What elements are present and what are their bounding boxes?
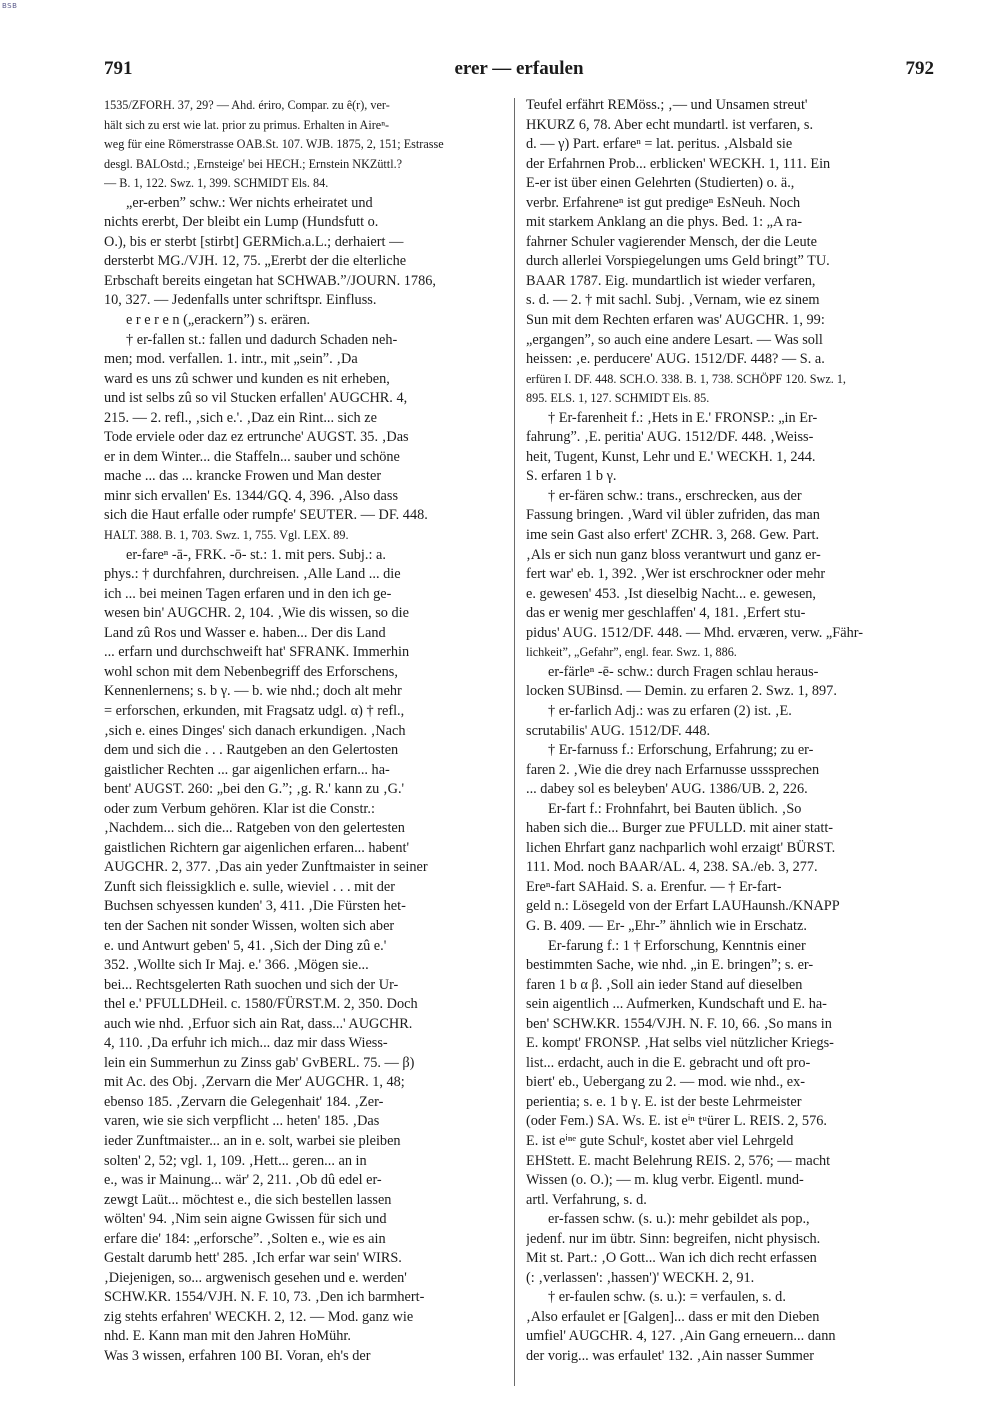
text-line: bestimmten Sache, wie nhd. „in E. bringenˮ; s. er-: [526, 957, 814, 974]
text-line: e. gewesen' 453. ‚Ist dieselbig Nacht... e. gewesen,: [526, 585, 817, 602]
text-line: zig stehts erfahren' WECKH. 2, 12. — Mod. ganz wie: [104, 1308, 414, 1325]
text-line: Er-fart f.: Frohnfahrt, bei Bauten üblich. ‚So: [548, 800, 802, 817]
text-line: 4, 110. ‚Da erfuhr ich mich... daz mir dass Wiess-: [104, 1035, 388, 1052]
text-line: men; mod. verfallen. 1. intr., mit „seinˮ. ‚Da: [104, 351, 358, 368]
text-line: Er-farung f.: 1 † Erforschung, Kenntnis einer: [548, 937, 806, 954]
text-line: er-fassen schw. (s. u.): mehr gebildet als pop.,: [548, 1211, 810, 1228]
text-line: verbr. Erfahreneⁿ ist gut predigeⁿ EsNeuh. Noch: [526, 194, 801, 211]
text-line: weg für eine Römerstrasse OAB.St. 107. WJB. 1875, 2, 151; Estrasse: [104, 137, 444, 152]
text-line: 111. Mod. noch BAAR/AL. 4, 238. SA./eb. 3, 277.: [526, 859, 818, 876]
text-line: ‚Nachdem... sich die... Ratgeben von den gelertesten: [104, 820, 405, 837]
text-line: jedenf. nur im übtr. Sinn: begreifen, nicht physisch.: [526, 1230, 821, 1247]
text-line: nichts ererbt, Der bleibt ein Lump (Hundsfutt o.: [104, 214, 379, 231]
text-line: gaistlichen Richtern gar aigenlichen erfaren... habent': [104, 839, 410, 856]
text-line: desgl. BALOstd.; ‚Ernsteige' bei HECH.; Ernstein NKZüttl.?: [104, 156, 403, 171]
text-line: Was 3 wissen, erfahren 100 BI. Voran, eh's der: [104, 1348, 371, 1364]
text-line: thel e.' PFULLDHeil. c. 1580/FÜRST.M. 2, 350. Doch: [104, 996, 418, 1013]
text-line: sein aigentlich ... Aufmerken, Kundschaft und E. ha-: [526, 996, 827, 1013]
text-line: hält sich zu erst wie lat. prior zu primus. Erhalten in Aireⁿ-: [104, 117, 390, 132]
text-line: minr sich ervallen' Es. 1344/GQ. 4, 396. ‚Also dass: [104, 487, 399, 504]
text-line: Buchsen schyessen kunden' 3, 411. ‚Die Fürsten het-: [104, 898, 406, 915]
text-line: Kennenlernens; s. b γ. — b. wie nhd.; doch alt mehr: [104, 683, 402, 700]
text-line: ebenso 185. ‚Zervarn die Gelegenhait' 184. ‚Zer-: [104, 1093, 384, 1110]
text-line: HALT. 388. B. 1, 703. Swz. 1, 755. Vgl. LEX. 89.: [104, 528, 349, 543]
text-line: ‚Diejenigen, so... argwenisch gesehen und e. werden': [104, 1269, 407, 1286]
text-line: oder zum Verbum gehören. Klar ist die Constr.:: [104, 800, 375, 817]
text-line: ich ... bei meinen Tagen erfaren und in den ich ge-: [104, 585, 392, 602]
text-line: heissen: ‚e. perducere' AUG. 1512/DF. 448? — S. a.: [526, 351, 825, 368]
text-line: durch allerlei Vorspiegelungen ums Geld bringtˮ TU.: [526, 253, 830, 270]
text-line: S. erfaren 1 b γ.: [526, 468, 617, 485]
text-line: (oder Fem.) SA. Ws. E. ist eⁱⁿ tᵘürer L. REIS. 2, 576.: [526, 1113, 827, 1130]
text-line: ‚Also erfaulet er [Galgen]... dass er mit den Dieben: [526, 1308, 820, 1325]
text-line: e. und Antwurt geben' 5, 41. ‚Sich der Ding zû e.': [104, 937, 387, 954]
text-line: lichen Ehrfart ganz nachparlich wohl erzaigt' BÜRST.: [526, 839, 836, 856]
text-line: † er-faulen schw. (s. u.): = verfaulen, s. d.: [548, 1289, 786, 1306]
text-line: HKURZ 6, 78. Aber echt mundartl. ist verfaren, s.: [526, 116, 814, 133]
text-line: bei... Rechtsgelerten Rath suochen und sich der Ur-: [104, 976, 399, 993]
left-column: [104, 96, 508, 1386]
text-line: SCHW.KR. 1554/VJH. N. F. 10, 73. ‚Den ich barmhert-: [104, 1289, 425, 1306]
text-line: ben' SCHW.KR. 1554/VJH. N. F. 10, 66. ‚So mans in: [526, 1015, 832, 1032]
text-line: perientia; s. e. 1 b γ. E. ist der beste Lehrmeister: [526, 1093, 802, 1110]
text-line: ... dabey sol es beleyben' AUG. 1386/UB. 2, 226.: [526, 781, 808, 798]
text-line: 10, 327. — Jedenfalls unter schriftspr. Einfluss.: [104, 292, 377, 309]
text-line: Mit st. Part.: ‚O Gott... Wan ich dich recht erfassen: [526, 1250, 817, 1267]
text-line: 352. ‚Wollte sich Ir Maj. e.' 366. ‚Mögen sie...: [104, 957, 369, 974]
text-line: nhd. E. Kann man mit den Jahren HoMühr.: [104, 1328, 351, 1345]
text-line: mit Ac. des Obj. ‚Zervarn die Mer' AUGCHR. 1, 48;: [104, 1074, 405, 1091]
text-line: e., was ir Mainung... wär' 2, 211. ‚Ob dû edel er-: [104, 1172, 382, 1189]
text-line: er in dem Winter... die Staffeln... sauber und schöne: [104, 448, 400, 465]
text-line: ‚sich e. eines Dinges' sich danach erkundigen. ‚Nach: [104, 722, 406, 739]
text-line: umfiel' AUGCHR. 4, 127. ‚Ain Gang erneuern... dann: [526, 1328, 836, 1345]
text-line: AUGCHR. 2, 377. ‚Das ain yeder Zunftmaister in seiner: [104, 859, 428, 876]
text-line: Land zû Ros und Wasser e. haben... Der dis Land: [104, 624, 386, 641]
text-line: ... erfarn und durchschweift hat' SFRANK. Immerhin: [104, 644, 410, 661]
text-line: erfare die' 184: „erforscheˮ. ‚Solten e., wie es ain: [104, 1230, 386, 1247]
text-line: „ergangenˮ, so auch eine andere Lesart. — Was soll: [526, 331, 823, 348]
text-line: wesen bin' AUGCHR. 2, 104. ‚Wie dis wissen, so die: [104, 605, 409, 622]
text-line: ward es uns zû schwer und kunden es nit erheben,: [104, 370, 390, 387]
text-line: sich die Haut erfalle oder rumpfe' SEUTER. — DF. 448.: [104, 507, 428, 524]
text-line: (: ‚verlassen': ‚hassen')' WECKH. 2, 91.: [526, 1269, 755, 1286]
headword-range: erer — erfaulen: [454, 58, 584, 79]
text-line: s. d. — 2. † mit sachl. Subj. ‚Vernam, wie ez sinem: [526, 292, 820, 309]
text-line: pidus' AUG. 1512/DF. 448. — Mhd. erværen, verw. „Fähr-: [526, 624, 863, 641]
text-line: G. B. 409. — Er- „Ehr-ˮ ähnlich wie in Erschatz.: [526, 917, 807, 934]
text-line: 215. — 2. refl., ‚sich e.'. ‚Daz ein Rint... sich ze: [104, 409, 377, 426]
text-line: 1535/ZFORH. 37, 29? — Ahd. ériro, Compar. zu ê(r), ver-: [104, 98, 390, 112]
text-line: † Er-farnuss f.: Erforschung, Erfahrung; zu er-: [548, 742, 814, 759]
text-line: der Erfahrnen Prob... erblicken' WECKH. 1, 111. Ein: [526, 155, 831, 172]
text-line: = erforschen, erkunden, mit Fragsatz udgl. α) † refl.,: [104, 702, 405, 719]
text-line: Erbschaft bereits eingetan hat SCHWAB.ˮ/JOURN. 1786,: [104, 272, 436, 289]
column-divider: [514, 98, 515, 1386]
text-line: Fassung bringen. ‚Ward vil übler zufriden, das man: [526, 507, 820, 524]
text-line: EHStett. E. macht Belehrung REIS. 2, 576; — macht: [526, 1152, 831, 1169]
text-line: „er-erbenˮ schw.: Wer nichts erheiratet und: [126, 194, 373, 211]
text-line: † er-farlich Adj.: was zu erfaren (2) ist. ‚E.: [548, 702, 792, 719]
text-line: d. — γ) Part. erfareⁿ = lat. peritus. ‚Alsbald sie: [526, 136, 793, 153]
text-line: wölten' 94. ‚Nim sein aigne Gwissen für sich und: [104, 1211, 387, 1228]
text-line: dersterbt MG./VJH. 12, 75. „Ererbt der die elterliche: [104, 253, 407, 270]
text-line: er-fareⁿ -ā-, FRK. -ō- st.: 1. mit pers. Subj.: a.: [126, 546, 386, 563]
text-line: Gestalt darumb hett' 285. ‚Ich erfar war sein' WIRS.: [104, 1250, 402, 1267]
text-line: faren 1 b α β. ‚Soll ain ieder Stand auf dieselben: [526, 976, 803, 993]
text-line: Zunft sich fleissigklich e. sulle, wieviel . . . mit der: [104, 878, 396, 895]
text-line: fahrungˮ. ‚E. peritia' AUG. 1512/DF. 448. ‚Weiss-: [526, 429, 814, 446]
text-line: Wissen (o. O.); — m. klug verbr. Eigentl. mund-: [526, 1172, 804, 1189]
text-line: der vorig... was erfaulet' 132. ‚Ain nasser Summer: [526, 1348, 815, 1364]
text-line: scrutabilis' AUG. 1512/DF. 448.: [526, 722, 711, 739]
text-line: zewgt Laüt... möchtest e., die sich bestellen lassen: [104, 1191, 392, 1208]
text-line: † er-fären schw.: trans., erschrecken, aus der: [548, 487, 802, 504]
text-line: E-er ist über einen Gelehrten (Studierten) o. ä.,: [526, 175, 795, 192]
text-line: E. kompt' FRONSP. ‚Hat selbs viel nützlicher Kriegs-: [526, 1035, 834, 1052]
text-line: heit, Tugent, Kunst, Lehr und E.' WECKH. 1, 244.: [526, 448, 816, 465]
text-line: list... erdacht, auch in die E. gebracht und oft pro-: [526, 1054, 811, 1071]
text-line: Ereⁿ-fart SAHaid. S. a. Erenfur. — † Er-fart-: [526, 878, 782, 895]
text-line: 895. ELS. 1, 127. SCHMIDT Els. 85.: [526, 391, 710, 406]
text-line: faren 2. ‚Wie die drey nach Erfarnusse ussspreche​n: [526, 761, 820, 778]
text-line: artl. Verfahrung, s. d.: [526, 1191, 647, 1208]
text-line: ime sein Gast also erfert' ZCHR. 3, 268. Gew. Part.: [526, 527, 820, 544]
text-line: O.), bis er sterbt [stirbt] GERMich.a.L.; derhaiert —: [104, 233, 404, 250]
text-line: E. ist eⁱⁿᵉ gute Schulᵉ, kostet aber viel Lehrgeld: [526, 1132, 794, 1149]
text-line: mache ... das ... krancke Frowen und Man dester: [104, 468, 382, 485]
page-number-left: 791: [104, 58, 133, 79]
text-line: Teufel erfährt REMöss.; ‚— und Unsamen streut': [526, 97, 808, 113]
right-column: [526, 96, 934, 1386]
text-line: locken SUBinsd. — Demin. zu erfaren 2. Swz. 1, 897.: [526, 683, 837, 700]
text-line: lein ein Summerhun zu Zinss gab' GvBERL. 75. — β): [104, 1054, 415, 1071]
text-line: ten der Sachen nit sonder Wissen, wolten sich aber: [104, 917, 395, 934]
text-line: haben sich die... Burger zue PFULLD. mit ainer statt-: [526, 820, 834, 837]
text-line: wohl schon mit dem Nebenbegriff des Erforschens,: [104, 663, 398, 680]
library-stamp: BSB: [2, 2, 18, 10]
text-line: fahrner Schuler vagierender Mensch, der die Leute: [526, 233, 817, 250]
text-line: — B. 1, 122. Swz. 1, 399. SCHMIDT Els. 84.: [104, 176, 329, 191]
text-line: BAAR 1787. Eig. mundartlich ist wieder verfaren,: [526, 272, 816, 289]
text-line: biert' eb., Uebergang zu 2. — mod. wie nhd., ex-: [526, 1074, 806, 1091]
text-line: ieder Zunftmaister... an in e. solt, warbei sie pleiben: [104, 1132, 401, 1149]
text-line: ‚Als er sich nun ganz bloss verantwurt und ganz er-: [526, 546, 821, 563]
text-line: auch wie nhd. ‚Erfuor sich ain Rat, dass...' AUGCHR.: [104, 1015, 413, 1032]
text-line: fert war' eb. 1, 392. ‚Wer ist erschrockner oder mehr: [526, 566, 826, 583]
text-line: Tode erviele oder daz ez ertrunche' AUGST. 35. ‚Das: [104, 429, 409, 446]
text-line: solten' 2, 52; vgl. 1, 109. ‚Hett... geren... an in: [104, 1152, 367, 1169]
text-line: varen, wie sie sich verpflicht ... heten' 185. ‚Das: [104, 1113, 380, 1130]
text-line: gaistlicher Rechten ... gar aigenlichen erfarn... ha-: [104, 761, 390, 778]
text-line: e r e r e n („erackernˮ) s. erären.: [126, 312, 311, 329]
text-line: erfüren I. DF. 448. SCH.O. 338. B. 1, 738. SCHÖPF 120. Swz. 1,: [526, 371, 846, 386]
text-line: † er-fallen st.: fallen und dadurch Schaden neh-: [126, 331, 398, 348]
text-line: lichkeitˮ, „Gefahrˮ, engl. fear. Swz. 1, 886.: [526, 645, 737, 660]
text-line: Sun mit dem Rechten erfaren was' AUGCHR. 1, 99:: [526, 312, 825, 329]
text-line: phys.: † durchfahren, durchreisen. ‚Alle Land ... die: [104, 566, 401, 583]
text-line: und ist selbs zû so vil Stucken erfallen' AUGCHR. 4,: [104, 390, 408, 407]
text-line: † Er-farenheit f.: ‚Hets in E.' FRONSP.: „in Er-: [548, 409, 818, 426]
text-line: mit starkem Anklang an die phys. Bed. 1: „A ra-: [526, 214, 802, 231]
text-line: dem und sich die . . . Rautgeben an den Gelertosten: [104, 742, 399, 759]
text-line: geld n.: Lösegeld von der Erfart LAUHaunsh./KNAPP: [526, 898, 840, 915]
page-number-right: 792: [905, 58, 934, 79]
text-line: er-färleⁿ -ē- schw.: durch Fragen schlau heraus-: [548, 663, 819, 680]
running-header: [104, 58, 934, 82]
text-line: bent' AUGST. 260: „bei den G.ˮ; ‚g. R.' kann zu ‚G.': [104, 781, 405, 798]
text-line: das er wenig mer geschlaffen' 4, 181. ‚Erfert stu-: [526, 605, 806, 622]
